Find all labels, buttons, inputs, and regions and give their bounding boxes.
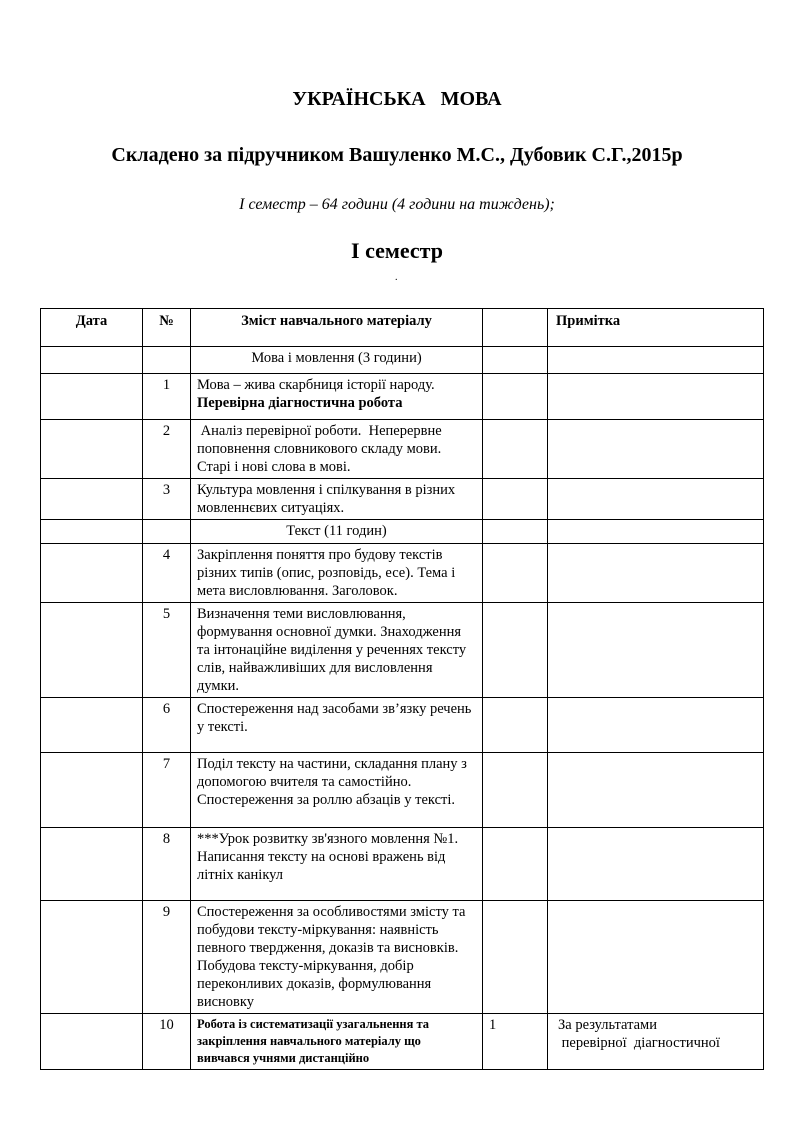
note-cell xyxy=(548,347,764,374)
table-row xyxy=(41,420,764,479)
number-cell xyxy=(143,520,191,544)
content-text: Мова – жива скарбниця історії народу. xyxy=(197,377,435,393)
date-cell xyxy=(41,753,143,828)
table-row xyxy=(41,544,764,603)
content-cell: Аналіз перевірної роботи. Неперервне поповнення словникового складу мови. Старі і нові слова в мові. xyxy=(191,420,483,479)
date-cell xyxy=(41,420,143,479)
table-row xyxy=(41,901,764,1014)
note-cell xyxy=(548,828,764,901)
table-row xyxy=(41,347,764,374)
number-cell: 8 xyxy=(143,828,191,901)
content-cell: Спостереження за особливостями змісту та побудови тексту-міркування: наявність певного твердження, доказів та висновків. Побудова тексту-міркування, добір переконливих доказів, формулювання висновку xyxy=(191,901,483,1014)
column-header-hours xyxy=(483,309,548,347)
content-bold-text: Робота із систематизації узагальнення та закріплення навчального матеріалу що вивчався учнями дистанційно xyxy=(197,1017,430,1065)
number-cell: 5 xyxy=(143,603,191,698)
column-header-number: № xyxy=(143,309,191,347)
content-cell: Поділ тексту на частини, складання плану з допомогою вчителя та самостійно. Спостереження за роллю абзаців у тексті. xyxy=(191,753,483,828)
textbook-subtitle: Складено за підручником Вашуленко М.С., Дубовик С.Г.,2015р xyxy=(111,144,683,166)
content-cell: Закріплення поняття про будову текстів різних типів (опис, розповідь, есе). Тема і мета висловлювання. Заголовок. xyxy=(191,544,483,603)
content-cell: Спостереження над засобами зв’язку речень у тексті. xyxy=(191,698,483,753)
hours-summary: І семестр – 64 години (4 години на тиждень); xyxy=(239,196,555,213)
hours-cell xyxy=(483,828,548,901)
number-cell: 7 xyxy=(143,753,191,828)
number-cell: 2 xyxy=(143,420,191,479)
note-cell: За результатами перевірної діагностичної xyxy=(548,1014,764,1070)
date-cell xyxy=(41,828,143,901)
table-row xyxy=(41,753,764,828)
hours-cell xyxy=(483,479,548,520)
content-cell: Культура мовлення і спілкування в різних мовленнєвих ситуаціях. xyxy=(191,479,483,520)
date-cell xyxy=(41,479,143,520)
table-header-row xyxy=(41,309,764,347)
note-cell xyxy=(548,544,764,603)
table-row xyxy=(41,479,764,520)
number-cell: 10 xyxy=(143,1014,191,1070)
hours-cell xyxy=(483,753,548,828)
hours-cell xyxy=(483,544,548,603)
hours-cell xyxy=(483,347,548,374)
page-title: УКРАЇНСЬКА МОВА xyxy=(292,88,502,110)
content-cell xyxy=(191,1014,483,1070)
note-cell xyxy=(548,479,764,520)
table-row xyxy=(41,520,764,544)
note-cell xyxy=(548,901,764,1014)
note-cell xyxy=(548,603,764,698)
content-cell: ***Урок розвитку зв'язного мовлення №1. Написання тексту на основі вражень від літніх канікул xyxy=(191,828,483,901)
semester-heading: І семестр xyxy=(351,238,443,263)
column-header-note: Примітка xyxy=(548,309,764,347)
section-heading-cell: Мова і мовлення (3 години) xyxy=(191,347,483,374)
date-cell xyxy=(41,374,143,420)
table-row xyxy=(41,828,764,901)
section-heading-cell: Текст (11 годин) xyxy=(191,520,483,544)
number-cell: 4 xyxy=(143,544,191,603)
hours-cell xyxy=(483,420,548,479)
number-cell: 3 xyxy=(143,479,191,520)
column-header-content: Зміст навчального матеріалу xyxy=(191,309,483,347)
date-cell xyxy=(41,520,143,544)
hours-cell xyxy=(483,603,548,698)
number-cell: 1 xyxy=(143,374,191,420)
number-cell xyxy=(143,347,191,374)
dot-mark: . xyxy=(395,272,398,283)
note-cell xyxy=(548,753,764,828)
table-row xyxy=(41,698,764,753)
column-header-date: Дата xyxy=(41,309,143,347)
hours-cell xyxy=(483,374,548,420)
content-cell xyxy=(191,374,483,420)
note-cell xyxy=(548,520,764,544)
hours-cell: 1 xyxy=(483,1014,548,1070)
date-cell xyxy=(41,347,143,374)
note-cell xyxy=(548,374,764,420)
hours-cell xyxy=(483,698,548,753)
date-cell xyxy=(41,603,143,698)
content-bold-text: Перевірна діагностична робота xyxy=(197,395,403,411)
table-row xyxy=(41,1014,764,1070)
date-cell xyxy=(41,901,143,1014)
note-cell xyxy=(548,420,764,479)
date-cell xyxy=(41,544,143,603)
number-cell: 9 xyxy=(143,901,191,1014)
number-cell: 6 xyxy=(143,698,191,753)
note-cell xyxy=(548,698,764,753)
hours-cell xyxy=(483,520,548,544)
date-cell xyxy=(41,1014,143,1070)
lesson-plan-table xyxy=(40,308,764,1070)
date-cell xyxy=(41,698,143,753)
table-row xyxy=(41,374,764,420)
table-row xyxy=(41,603,764,698)
content-cell: Визначення теми висловлювання, формування основної думки. Знаходження та інтонаційне виділення у реченнях тексту слів, найважливіших для висловлення думки. xyxy=(191,603,483,698)
hours-cell xyxy=(483,901,548,1014)
